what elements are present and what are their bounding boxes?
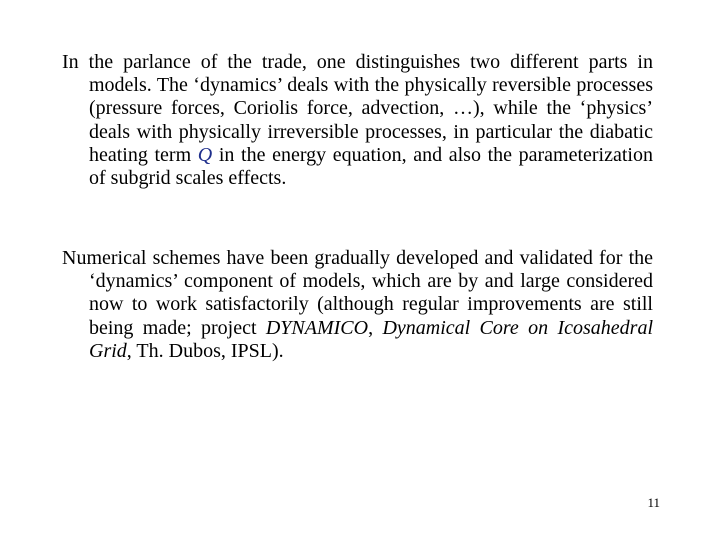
paragraph-numerical-schemes [62,247,653,363]
project-full-name: Dynamical Core on Icosahedral Grid [89,316,654,362]
paragraph-dynamics-physics [62,51,653,190]
project-name: DYNAMICO [265,316,369,339]
heating-symbol: Q [197,143,213,166]
paragraph2-text-end: , Th. Dubos, IPSL). [126,339,284,362]
paragraph1-text-end: in the energy equation, and also the parameterization of subgrid scales effects. [89,143,653,190]
project-separator: , [368,316,383,339]
page-number: 11 [647,495,660,510]
paragraph1-text-start: In the parlance of the trade, one distinguishes two different parts in models. The ‘dynamics’ deals with the physically reversible processes (pressure forces, Coriolis force, advection, …), while the ‘physics’ deals with physically irreversible processes, in particular the diabatic heating term [62,51,653,166]
paragraph2-text-start: Numerical schemes have been gradually developed and validated for the ‘dynamics’ component of models, which are by and large considered now to work satisfactorily (although regular improvements are still being made; project [62,247,653,339]
